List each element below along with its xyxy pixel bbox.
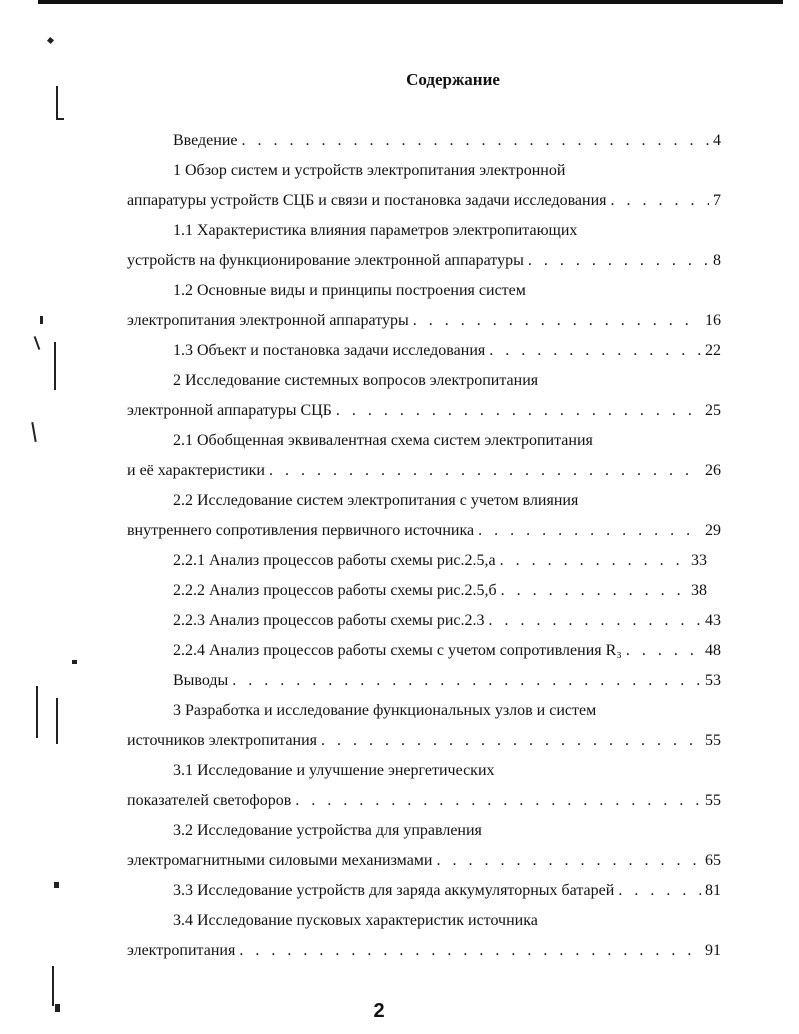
toc-line xyxy=(127,342,721,368)
toc-entry-text: показателей светофоров xyxy=(127,792,292,809)
scan-mark xyxy=(54,342,56,390)
toc-leader-dots xyxy=(611,192,709,210)
toc-page-number: 48 xyxy=(705,642,721,659)
toc-page-number: 8 xyxy=(713,252,721,269)
toc-page-number: 22 xyxy=(705,342,721,359)
toc-entry-text: 2.2.4 Анализ процессов работы схемы с учетом сопротивления R₃ xyxy=(173,642,622,659)
scan-mark xyxy=(72,660,77,664)
toc-leader-dots xyxy=(626,642,701,660)
toc-entry-text: 1.1 Характеристика влияния параметров электропитающих xyxy=(173,222,578,239)
scan-mark xyxy=(40,316,43,324)
toc-line xyxy=(127,912,721,938)
toc-entry-text: 3 Разработка и исследование функциональных узлов и систем xyxy=(173,702,597,719)
page-number: 2 xyxy=(373,1000,385,1022)
scan-mark xyxy=(34,336,41,350)
toc-entry-text: 1.3 Объект и постановка задачи исследования xyxy=(173,342,486,359)
toc-line xyxy=(127,792,721,818)
toc-line xyxy=(127,282,721,308)
toc-entry-text: Введение xyxy=(173,132,238,149)
toc-page-number: 33 xyxy=(691,552,707,569)
toc-entry-text: 2.2.2 Анализ процессов работы схемы рис.2.5,б xyxy=(173,582,497,599)
toc-line xyxy=(127,522,721,548)
toc-entry-text: электронной аппаратуры СЦБ xyxy=(127,402,332,419)
scan-mark xyxy=(36,686,38,738)
toc-page-number: 29 xyxy=(705,522,721,539)
scan-mark xyxy=(58,118,64,120)
toc-entry-text: 2.1 Обобщенная эквивалентная схема систем электропитания xyxy=(173,432,593,449)
toc-line xyxy=(127,672,721,698)
toc-line xyxy=(127,252,721,278)
toc-line xyxy=(127,162,721,188)
toc-leader-dots xyxy=(232,672,701,690)
toc-entry-text: Выводы xyxy=(173,672,229,689)
toc-leader-dots xyxy=(618,882,701,900)
toc-page-number: 55 xyxy=(705,732,721,749)
toc-entry-text: 3.3 Исследование устройств для заряда аккумуляторных батарей xyxy=(173,882,615,899)
scan-mark xyxy=(54,882,59,888)
toc-line xyxy=(127,582,707,608)
toc-leader-dots xyxy=(242,132,710,150)
toc-leader-dots xyxy=(239,942,701,960)
toc-entry-text: 2.2.1 Анализ процессов работы схемы рис.2.5,а xyxy=(173,552,496,569)
toc-line xyxy=(127,942,721,968)
toc-page-number: 55 xyxy=(705,792,721,809)
scan-mark xyxy=(56,698,58,744)
toc-line xyxy=(127,702,721,728)
toc-entry-text: 3.2 Исследование устройства для управления xyxy=(173,822,482,839)
toc-entry-text: и её характеристики xyxy=(127,462,265,479)
toc-line xyxy=(127,822,721,848)
toc-page-number: 26 xyxy=(705,462,721,479)
toc-leader-dots xyxy=(269,462,701,480)
toc-page-number: 7 xyxy=(713,192,721,209)
toc-line xyxy=(127,222,721,248)
toc-page-number: 91 xyxy=(705,942,721,959)
toc-page-number: 16 xyxy=(705,312,721,329)
toc-leader-dots xyxy=(501,582,687,600)
top-border-line xyxy=(38,0,783,4)
toc-entry-text: 3.1 Исследование и улучшение энергетических xyxy=(173,762,495,779)
toc-line xyxy=(127,492,721,518)
toc-line xyxy=(127,612,721,638)
toc-entry-text: 2.2 Исследование систем электропитания с учетом влияния xyxy=(173,492,579,509)
toc-entry-text: 1 Обзор систем и устройств электропитания электронной xyxy=(173,162,566,179)
toc-entry-text: аппаратуры устройств СЦБ и связи и постановка задачи исследования xyxy=(127,192,607,209)
page-title: Содержание xyxy=(406,70,500,89)
toc-entry-text: 1.2 Основные виды и принципы построения систем xyxy=(173,282,526,299)
toc-line xyxy=(127,402,721,428)
toc-entry-text: электромагнитными силовыми механизмами xyxy=(127,852,433,869)
scan-mark xyxy=(47,37,54,44)
toc-line xyxy=(127,642,721,668)
toc-leader-dots xyxy=(295,792,701,810)
toc-line xyxy=(127,192,721,218)
toc-line xyxy=(127,762,721,788)
toc-entry-text: электропитания электронной аппаратуры xyxy=(127,312,409,329)
toc-line xyxy=(127,372,721,398)
toc-line xyxy=(127,732,721,758)
scan-mark xyxy=(56,86,58,120)
scan-mark xyxy=(31,422,36,442)
toc-page-number: 4 xyxy=(713,132,721,149)
toc-leader-dots xyxy=(478,522,701,540)
toc-leader-dots xyxy=(500,552,687,570)
toc-entry-text: внутреннего сопротивления первичного источника xyxy=(127,522,475,539)
toc-line xyxy=(127,312,721,338)
toc-line xyxy=(127,852,721,878)
toc-leader-dots xyxy=(528,252,709,270)
toc-leader-dots xyxy=(336,402,701,420)
toc-entry-text: электропитания xyxy=(127,942,236,959)
toc-leader-dots xyxy=(413,312,701,330)
toc-page-number: 43 xyxy=(705,612,721,629)
toc-entry-text: 3.4 Исследование пусковых характеристик источника xyxy=(173,912,538,929)
toc-entry-text: устройств на функционирование электронной аппаратуры xyxy=(127,252,524,269)
toc-line xyxy=(127,132,721,158)
toc-entry-text: 2.2.3 Анализ процессов работы схемы рис.2.3 xyxy=(173,612,485,629)
toc-line xyxy=(127,462,721,488)
toc-leader-dots xyxy=(321,732,701,750)
toc-leader-dots xyxy=(436,852,701,870)
toc-page-number: 53 xyxy=(705,672,721,689)
toc-line xyxy=(127,882,721,908)
toc-entry-text: 2 Исследование системных вопросов электропитания xyxy=(173,372,539,389)
toc-entry-text: источников электропитания xyxy=(127,732,318,749)
toc-page-number: 25 xyxy=(705,402,721,419)
toc-page-number: 81 xyxy=(705,882,721,899)
toc-page-number: 65 xyxy=(705,852,721,869)
toc-leader-dots xyxy=(489,342,701,360)
toc-leader-dots xyxy=(489,612,701,630)
toc-line xyxy=(127,552,707,578)
toc-page-number: 38 xyxy=(691,582,707,599)
toc-line xyxy=(127,432,721,458)
